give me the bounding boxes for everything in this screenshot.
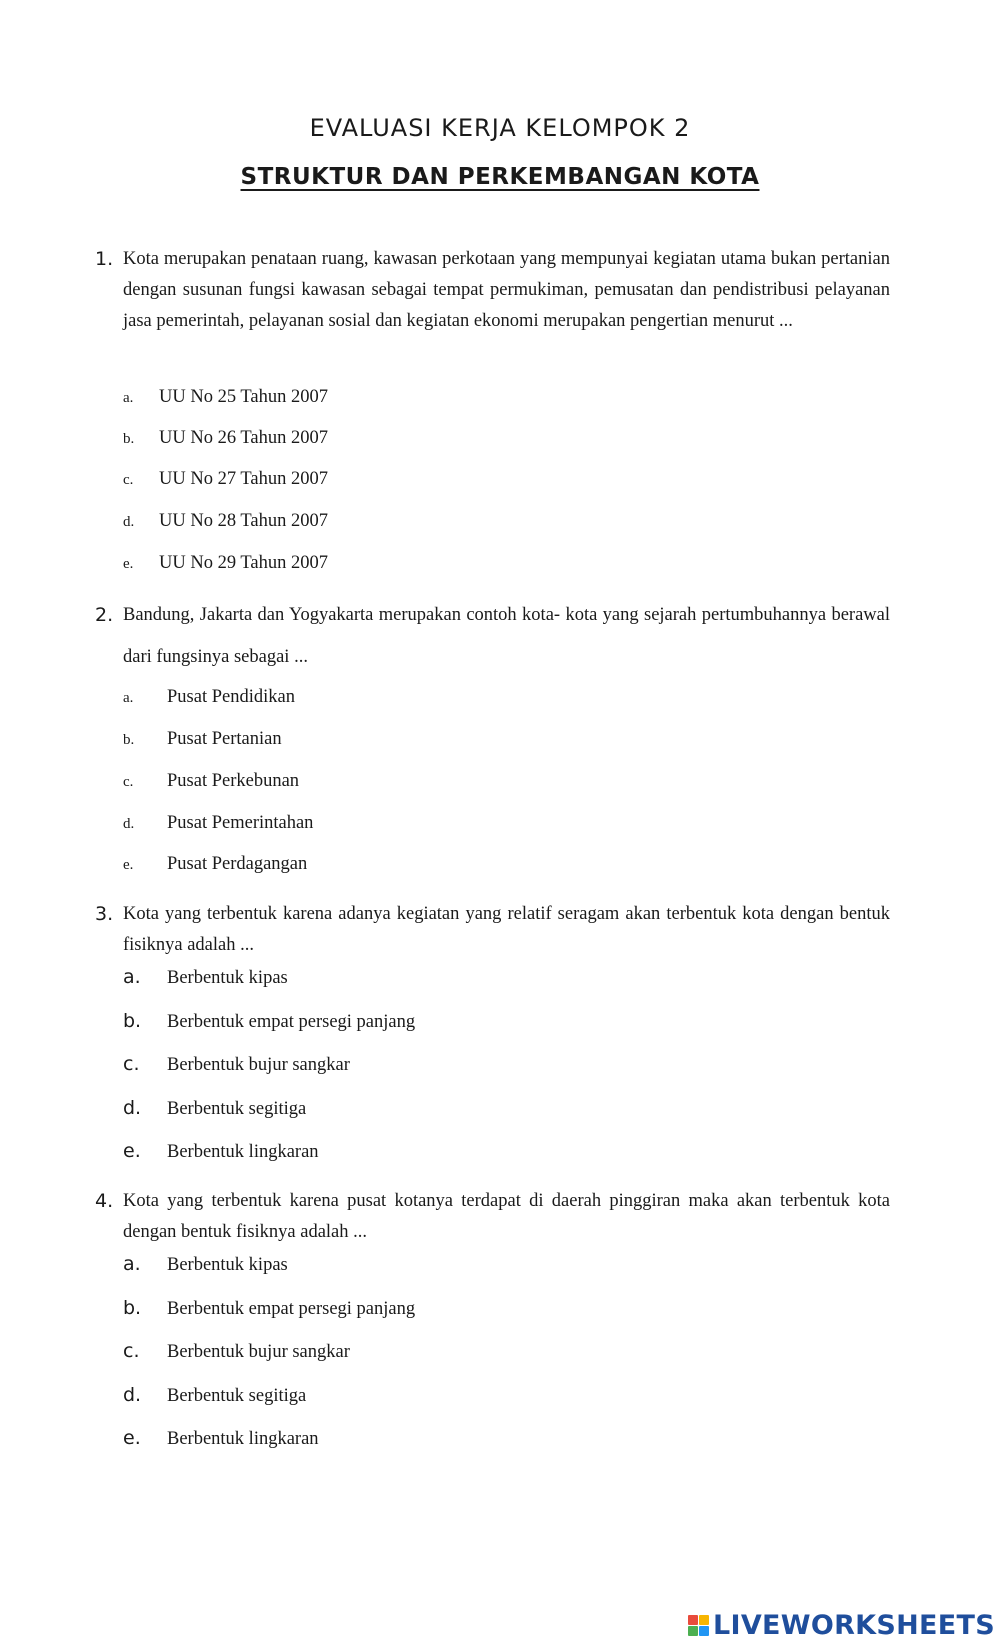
option-letter: d. — [123, 1097, 142, 1119]
option-letter: d. — [123, 514, 135, 530]
question-1-option-c[interactable] — [123, 466, 328, 493]
question-3-option-c[interactable] — [123, 1051, 350, 1078]
question-3-option-e[interactable] — [123, 1138, 319, 1165]
question-text: Kota yang terbentuk karena pusat kotanya terdapat di daerah pinggiran maka akan terbentuk kota dengan bentuk fisiknya adalah ... — [123, 1191, 890, 1242]
option-text: Berbentuk bujur sangkar — [167, 1055, 350, 1075]
question-2 — [95, 594, 890, 678]
option-text: Berbentuk kipas — [167, 1255, 288, 1275]
question-number: 4. — [95, 1190, 114, 1212]
option-letter: a. — [123, 690, 134, 706]
question-4-option-e[interactable] — [123, 1425, 319, 1452]
option-text: Berbentuk lingkaran — [167, 1429, 319, 1449]
option-letter: a. — [123, 1253, 141, 1275]
question-1-option-b[interactable] — [123, 425, 328, 452]
page-title: EVALUASI KERJA KELOMPOK 2 — [309, 114, 691, 142]
option-text: Berbentuk segitiga — [167, 1386, 307, 1406]
liveworksheets-logo-icon — [688, 1615, 709, 1636]
option-letter: c. — [123, 774, 134, 790]
option-letter: e. — [123, 1427, 141, 1449]
option-letter: a. — [123, 390, 134, 406]
page-subtitle: STRUKTUR DAN PERKEMBANGAN KOTA — [240, 164, 760, 190]
question-2-option-d[interactable] — [123, 810, 313, 837]
option-text: UU No 25 Tahun 2007 — [159, 387, 328, 407]
option-text: Berbentuk empat persegi panjang — [167, 1012, 416, 1032]
option-text: Berbentuk lingkaran — [167, 1142, 319, 1162]
question-text: Kota yang terbentuk karena adanya kegiatan yang relatif seragam akan terbentuk kota dengan bentuk fisiknya adalah ... — [123, 904, 890, 955]
option-text: Pusat Pendidikan — [167, 687, 295, 707]
question-1-option-a[interactable] — [123, 384, 328, 411]
logo-square-v — [688, 1626, 698, 1636]
question-3-option-d[interactable] — [123, 1095, 306, 1122]
option-letter: e. — [123, 556, 134, 572]
question-2-option-a[interactable] — [123, 684, 295, 711]
option-letter: a. — [123, 966, 141, 988]
question-text: Bandung, Jakarta dan Yogyakarta merupakan contoh kota- kota yang sejarah pertumbuhannya berawal dari fungsinya sebagai ... — [123, 605, 890, 667]
question-number: 3. — [95, 903, 114, 925]
option-text: Berbentuk empat persegi panjang — [167, 1299, 416, 1319]
question-2-option-b[interactable] — [123, 726, 282, 753]
question-number: 1. — [95, 248, 114, 270]
option-letter: d. — [123, 1384, 142, 1406]
option-text: Pusat Pertanian — [167, 729, 282, 749]
question-1-option-d[interactable] — [123, 508, 328, 535]
option-letter: e. — [123, 857, 134, 873]
question-4-option-d[interactable] — [123, 1382, 306, 1409]
question-4-option-a[interactable] — [123, 1251, 288, 1278]
question-text: Kota merupakan penataan ruang, kawasan perkotaan yang mempunyai kegiatan utama bukan pertanian dengan susunan fungsi kawasan sebagai tempat permukiman, pemusatan dan pendistribusi pelayanan jasa pemerintah, pelayanan sosial dan kegiatan ekonomi merupakan pengertian menurut ... — [123, 249, 890, 331]
question-3 — [95, 899, 890, 961]
option-text: Berbentuk segitiga — [167, 1099, 307, 1119]
question-1-option-e[interactable] — [123, 550, 328, 577]
option-letter: b. — [123, 1297, 142, 1319]
logo-square-e — [699, 1626, 709, 1636]
option-text: UU No 27 Tahun 2007 — [159, 469, 328, 489]
option-text: Berbentuk kipas — [167, 968, 288, 988]
question-4 — [95, 1186, 890, 1248]
liveworksheets-brand[interactable] — [688, 1610, 995, 1641]
option-letter: d. — [123, 816, 135, 832]
logo-square-i — [699, 1615, 709, 1625]
brand-name: LIVEWORKSHEETS — [712, 1610, 995, 1641]
option-letter: e. — [123, 1140, 141, 1162]
option-text: UU No 29 Tahun 2007 — [159, 553, 328, 573]
option-letter: b. — [123, 1010, 142, 1032]
option-text: UU No 28 Tahun 2007 — [159, 511, 328, 531]
question-number: 2. — [95, 604, 114, 626]
question-4-option-c[interactable] — [123, 1338, 350, 1365]
option-letter: b. — [123, 732, 135, 748]
option-text: Pusat Perkebunan — [167, 771, 300, 791]
question-2-option-e[interactable] — [123, 851, 307, 878]
option-letter: c. — [123, 1340, 140, 1362]
option-letter: c. — [123, 1053, 140, 1075]
question-3-option-a[interactable] — [123, 964, 288, 991]
option-letter: b. — [123, 431, 135, 447]
option-letter: c. — [123, 472, 134, 488]
question-3-option-b[interactable] — [123, 1008, 415, 1035]
question-2-option-c[interactable] — [123, 768, 299, 795]
option-text: UU No 26 Tahun 2007 — [159, 428, 328, 448]
option-text: Berbentuk bujur sangkar — [167, 1342, 350, 1362]
logo-square-l — [688, 1615, 698, 1625]
question-1 — [95, 244, 890, 337]
option-text: Pusat Perdagangan — [167, 854, 308, 874]
question-4-option-b[interactable] — [123, 1295, 415, 1322]
option-text: Pusat Pemerintahan — [167, 813, 314, 833]
